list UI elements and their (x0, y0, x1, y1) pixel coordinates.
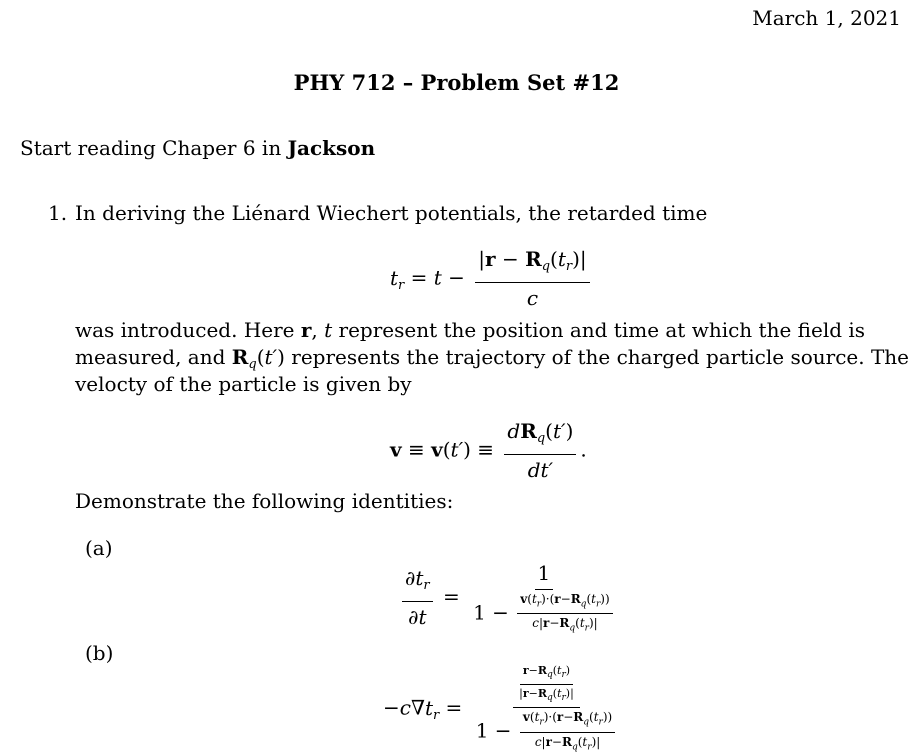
inner-fraction: $\frac{r-R_q(t_r)}{|r-R_q(t_r)|}$ (519, 664, 574, 704)
equation-retarded-time: $t_r = t$ − $\frac{|r - R_q(t_r)|}{c}$ (390, 246, 594, 312)
fraction: $\frac{dR_q(t')}{dt'}$ (504, 418, 576, 484)
book-name: Jackson (287, 136, 376, 160)
problem-number: 1. (48, 201, 68, 225)
reading-assignment (20, 135, 375, 162)
part-label-b: (b) (85, 641, 114, 665)
equation-part-a: $\frac{\partial t_r}{\partial t}$ = 1 1 − $\frac{v(t_r)\cdot(r-R_q(t_r))}{c|r-R_q(t_r)|}$ (398, 560, 622, 636)
fraction: $\frac{r-R_q(t_r)}{|r-R_q(t_r)|}$ 1 − $\frac{v(t_r)\cdot(r-R_q(t_r))}{c|r-R_q(t_r)|}$ (473, 664, 621, 754)
date: March 1, 2021 (752, 6, 901, 30)
problem-intro-line: In deriving the Liénard Wiechert potentials, the retarded time (75, 201, 708, 225)
fraction: $\frac{|r - R_q(t_r)|}{c}$ (475, 246, 589, 312)
fraction: $\frac{\partial t_r}{\partial t}$ (402, 565, 433, 631)
fraction: 1 1 − $\frac{v(t_r)\cdot(r-R_q(t_r))}{c|r-R_q(t_r)|}$ (470, 560, 618, 636)
problem-text-line: was introduced. Here r, t represent the position and time at which the field is (75, 318, 866, 342)
equation-velocity: v ≡ v(t′) ≡ $\frac{dR_q(t')}{dt'}$ . (390, 419, 587, 482)
part-label-a: (a) (85, 536, 113, 560)
reading-text: Start reading Chaper 6 in (20, 136, 288, 160)
inner-fraction: $\frac{v(t_r)\cdot(r-R_q(t_r))}{c|r-R_q(t_r)|}$ (520, 710, 615, 754)
problem-text-line: Demonstrate the following identities: (75, 489, 454, 513)
page-title: PHY 712 – Problem Set #12 (293, 70, 620, 95)
inner-fraction: $\frac{v(t_r)\cdot(r-R_q(t_r))}{c|r-R_q(t_r)|}$ (517, 592, 612, 636)
problem-text-line: velocty of the particle is given by (75, 372, 412, 396)
equation-part-b: $-c\nabla t_r$ = $\frac{r-R_q(t_r)}{|r-R_q(t_r)|}$ 1 − $\frac{v(t_r)\cdot(r-R_q(t_r))}{c|r-R_q(t_r)|}$ (383, 664, 624, 754)
problem-text-line: measured, and $R_q(t')$ represents the trajectory of the charged particle source. The (75, 345, 910, 372)
